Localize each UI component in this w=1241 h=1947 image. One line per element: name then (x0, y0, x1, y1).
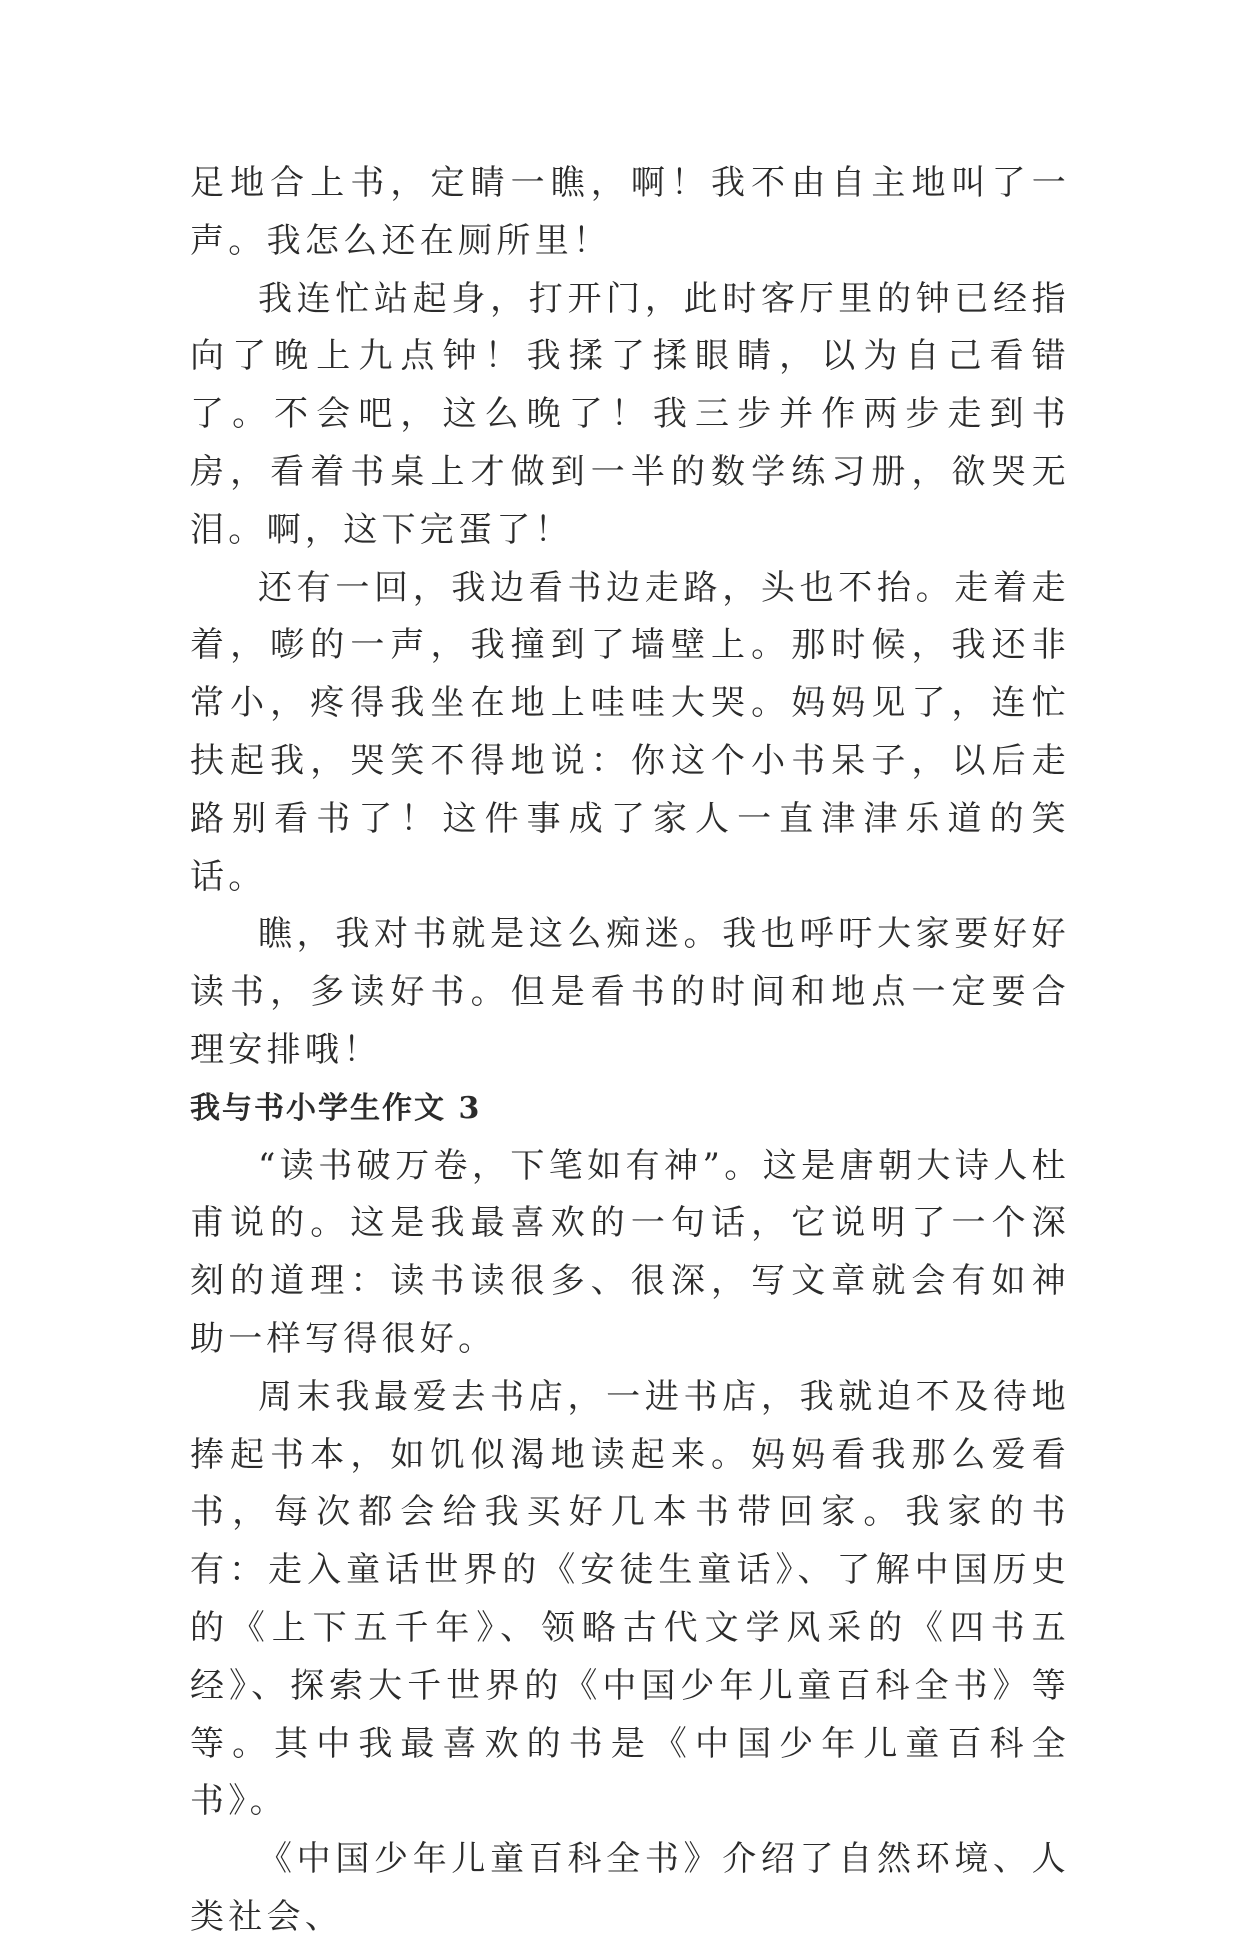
paragraph: 《中国少年儿童百科全书》介绍了自然环境、人类社会、 (190, 1839, 1070, 1937)
paragraph: 周末我最爱去书店，一进书店，我就迫不及待地捧起书本，如饥似渴地读起来。妈妈看我那么爱看书，每次都会给我买好几本书带回家。我家的书有：走入童话世界的《安徒生童话》、了解中国历史的《上下五千年》、领略古代文学风采的《四书五经》、探索大千世界的《中国少年儿童百科全书》等等。其中我最喜欢的书是《中国少年儿童百科全书》。 (190, 1376, 1070, 1822)
paragraph: 瞧，我对书就是这么痴迷。我也呼吁大家要好好读书，多读好书。但是看书的时间和地点一定要合理安排哦！ (190, 914, 1070, 1070)
paragraph: “读书破万卷，下笔如有神”。这是唐朝大诗人杜甫说的。这是我最喜欢的一句话，它说明了一个深刻的道理：读书读很多、很深，写文章就会有如神助一样写得很好。 (190, 1145, 1070, 1359)
paragraph: 我连忙站起身，打开门，此时客厅里的钟已经指向了晚上九点钟！我揉了揉眼睛，以为自己看错了。不会吧，这么晚了！我三步并作两步走到书房，看着书桌上才做到一半的数学练习册，欲哭无泪。啊，这下完蛋了！ (190, 278, 1070, 550)
paragraph: 还有一回，我边看书边走路，头也不抬。走着走着，嘭的一声，我撞到了墙壁上。那时候，我还非常小，疼得我坐在地上哇哇大哭。妈妈见了，连忙扶起我，哭笑不得地说：你这个小书呆子，以后走路别看书了！这件事成了家人一直津津乐道的笑话。 (190, 567, 1070, 897)
paragraph-continued: 足地合上书，定睛一瞧，啊！我不由自主地叫了一声。我怎么还在厕所里！ (190, 163, 1070, 261)
section-title: 我与书小学生作文 3 (190, 1090, 482, 1126)
document-body (190, 155, 1070, 1947)
